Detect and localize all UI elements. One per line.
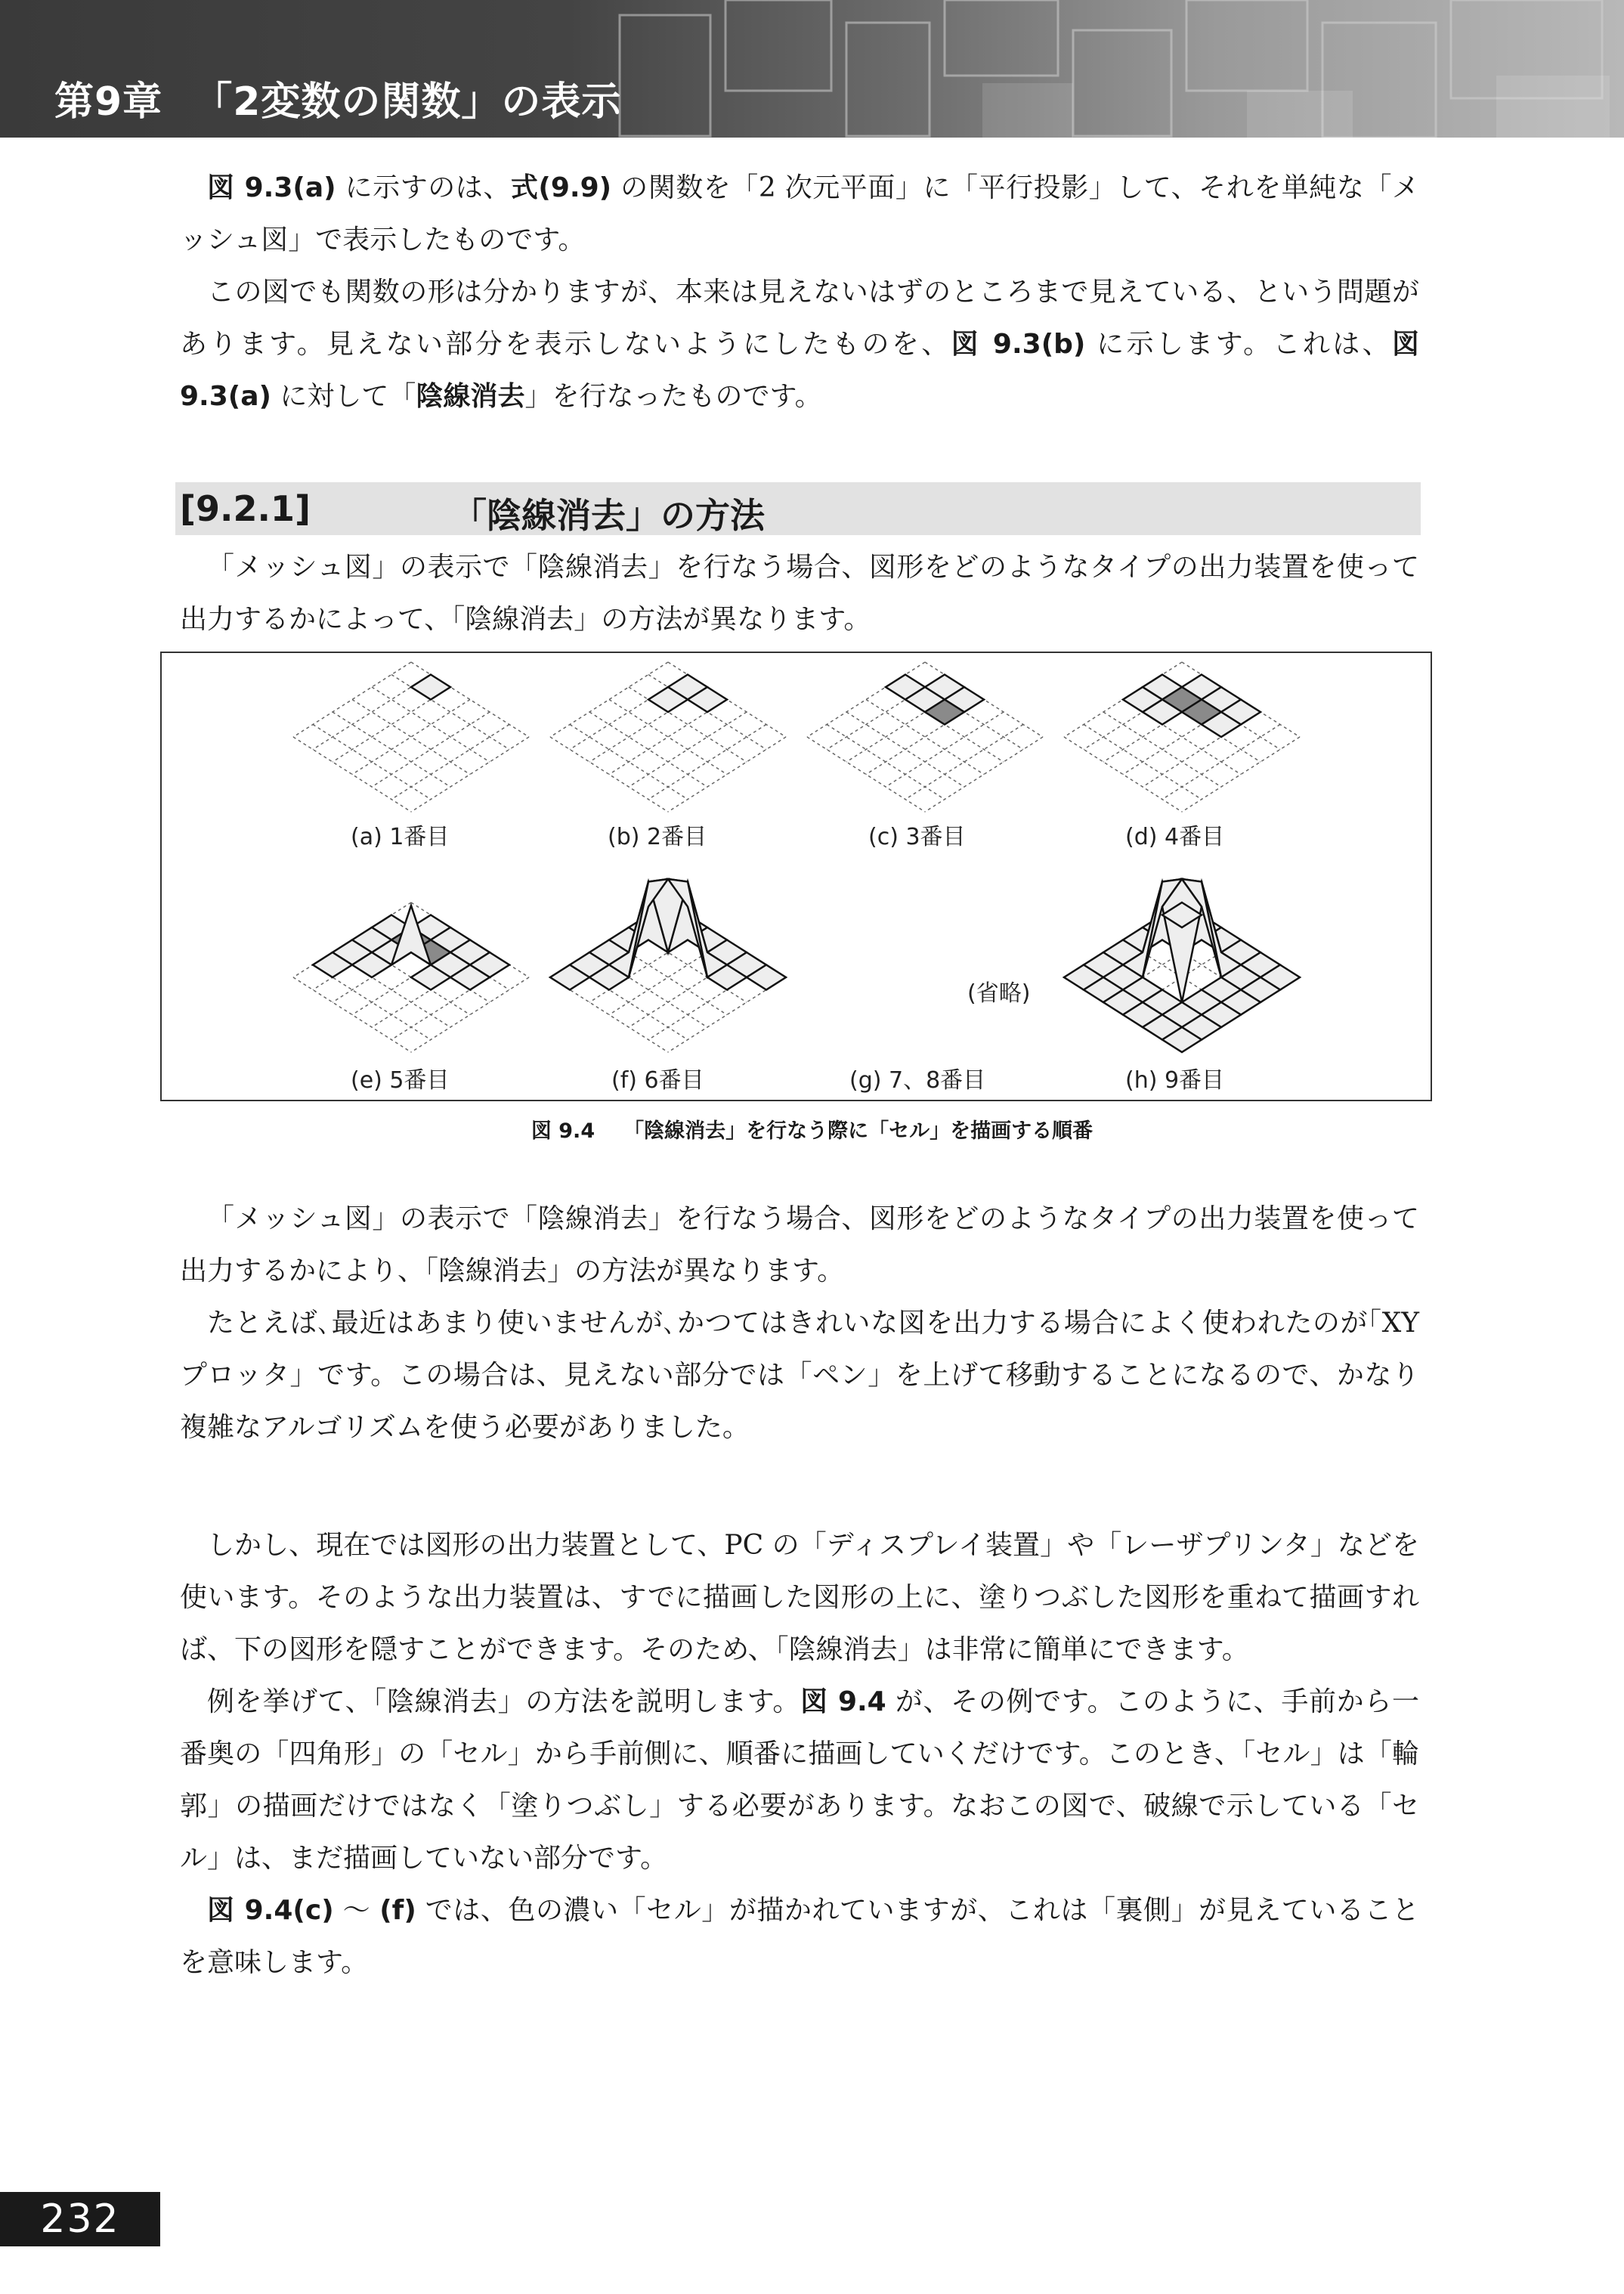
text-run: が、その例です。このように、手前から一番奥の「四角形」の「セル」から手前側に、順番に描画していくだけです。このとき、「セル」は「輪郭」の描画だけではなく「塗りつぶし」する必要があります。なおこの図で、破線で示している「セル」は、まだ描画していない部分です。 (180, 1686, 1419, 1874)
panel-label-f: (f) 6番目 (611, 1067, 704, 1094)
chapter-title (54, 70, 621, 126)
panel-label-b: (b) 2番目 (608, 824, 707, 850)
figure-caption (0, 1114, 1624, 1144)
page-number: 232 (0, 2192, 160, 2246)
section-heading (175, 482, 1421, 535)
body-text-middle (180, 1193, 1419, 1453)
omitted-note: (省略) (967, 980, 1031, 1007)
bold-run: 図 9.4(c) (207, 1895, 334, 1926)
bold-run: 図 9.3(a) (180, 329, 1419, 412)
text-run: ～ (333, 1895, 380, 1926)
mesh-cell (411, 675, 450, 700)
panel-label-c: (c) 3番目 (868, 824, 966, 850)
paragraph (180, 162, 1419, 266)
chapter-header (0, 0, 1624, 138)
panel-label-d: (d) 4番目 (1125, 824, 1225, 850)
panel-label-g: (g) 7、8番目 (849, 1067, 986, 1094)
bold-run: 図 9.3(a) (207, 172, 336, 203)
paragraph (180, 1884, 1419, 1989)
caption-number: 図 9.4 (531, 1119, 595, 1143)
bold-run: 図 9.3(b) (951, 329, 1086, 360)
section-intro-text (180, 541, 1419, 645)
text-run: では、色の濃い「セル」が描かれていますが、これは「裏側」が見えていることを意味します。 (180, 1895, 1419, 1978)
mesh-grid-line (391, 675, 509, 750)
text-run: 例を挙げて、「陰線消去」の方法を説明します。 (207, 1686, 801, 1717)
bold-run: 陰線消去 (416, 381, 525, 412)
text-run: しかし、現在では図形の出力装置として、PC の「ディスプレイ装置」や「レーザプリンタ」などを使います。そのような出力装置は、すでに描画した図形の上に、塗りつぶした図形を重ねて描画すれば、下の図形を隠すことができます。そのため、「陰線消去」は非常に簡単にできます。 (180, 1530, 1419, 1665)
paragraph (180, 1676, 1419, 1884)
panel-label-e: (e) 5番目 (351, 1067, 450, 1094)
paragraph (180, 1297, 1419, 1453)
bold-run: (f) (379, 1895, 416, 1926)
bold-run: 式(9.9) (510, 172, 612, 203)
body-text-bottom (180, 1519, 1419, 1989)
bold-run: 図 9.4 (800, 1686, 886, 1717)
caption-text: 「陰線消去」を行なう際に「セル」を描画する順番 (623, 1119, 1093, 1143)
text-run: に対して「 (271, 381, 416, 412)
text-run: 「メッシュ図」の表示で「陰線消去」を行なう場合、図形をどのようなタイプの出力装置を使って出力するかによって、「陰線消去」の方法が異なります。 (180, 552, 1419, 635)
text-run: に示すのは、 (336, 172, 511, 203)
body-text-top (180, 162, 1419, 423)
text-run: この図でも関数の形は分かりますが、本来は見えないはずのところまで見えている、という問題があります。見えない部分を表示しないようにしたものを、 (180, 277, 1419, 360)
text-run: たとえば､最近はあまり使いませんが､かつてはきれいな図を出力する場合によく使われたのが｢XY プロッタ」です。この場合は、見えない部分では「ペン」を上げて移動することになるので、かなり複雑なアルゴリズムを使う必要がありました。 (180, 1308, 1419, 1443)
paragraph (180, 266, 1419, 423)
figure-9-4 (160, 652, 1432, 1101)
panel-label-h: (h) 9番目 (1125, 1067, 1225, 1094)
text-run: 」を行なったものです。 (524, 381, 822, 412)
chapter-name: 「2変数の関数」の表示 (193, 79, 622, 125)
text-run: の関数を「2 次元平面」に「平行投影」して、それを単純な「メッシュ図」で表示したものです。 (180, 172, 1419, 255)
paragraph (180, 1193, 1419, 1297)
section-title: 「陰線消去」の方法 (452, 495, 765, 536)
paragraph (180, 541, 1419, 645)
chapter-number: 第9章 (54, 79, 163, 125)
text-run: に示します。これは、 (1085, 329, 1392, 360)
section-number: [9.2.1] (180, 488, 311, 529)
mesh-drawing-order-panels (162, 653, 1434, 1103)
text-run: 「メッシュ図」の表示で「陰線消去」を行なう場合、図形をどのようなタイプの出力装置を使って出力するかにより、「陰線消去」の方法が異なります。 (180, 1203, 1419, 1286)
paragraph (180, 1519, 1419, 1676)
panel-label-a: (a) 1番目 (351, 824, 450, 850)
